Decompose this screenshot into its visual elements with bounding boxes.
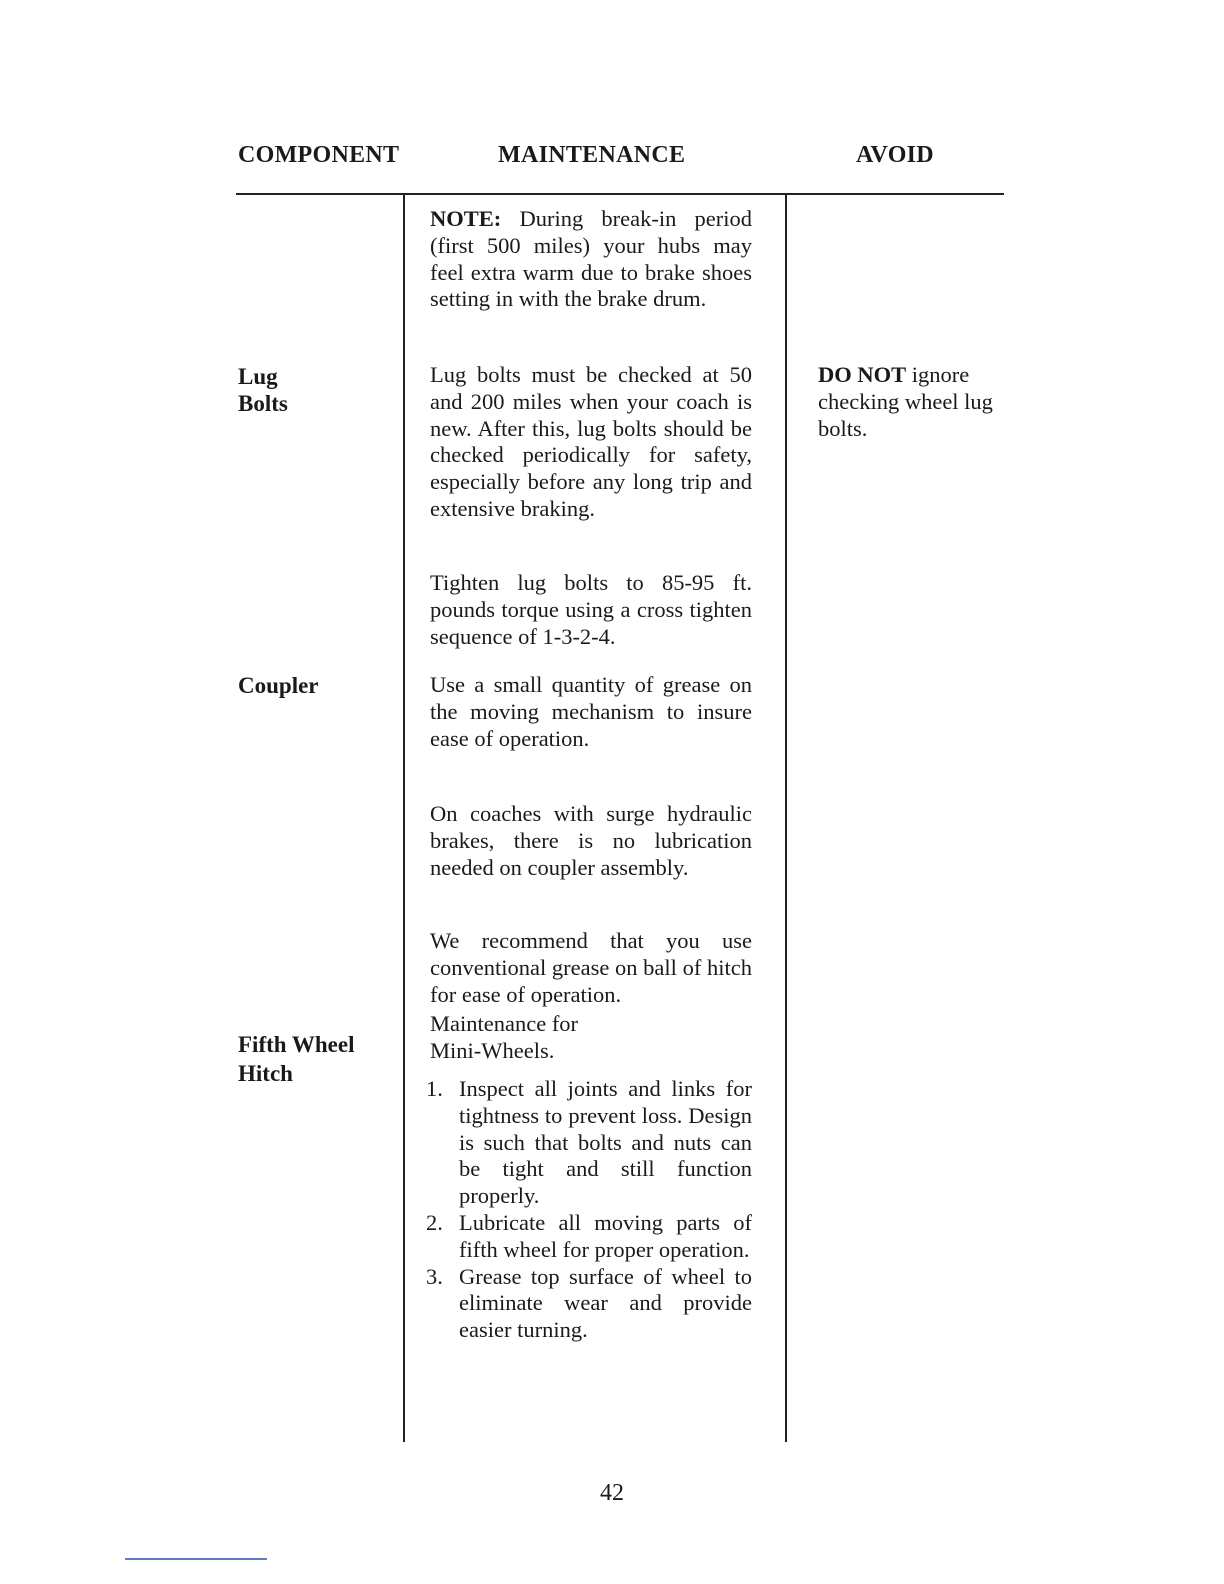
list-item (426, 1263, 752, 1344)
step-text: Inspect all joints and links for tightness to prevent loss. Design is such that bolts and nuts can be tight and still function properly. (459, 1076, 752, 1209)
component-fifth-wheel-hitch: Fifth Wheel Hitch (238, 1032, 355, 1086)
coupler-maintenance-2: On coaches with surge hydraulic brakes, there is no lubrication needed on coupler assembly. (430, 801, 752, 880)
component-coupler: Coupler (238, 673, 319, 698)
step-number: 3. (426, 1263, 443, 1289)
coupler-maintenance-1: Use a small quantity of grease on the moving mechanism to insure ease of operation. (430, 672, 752, 751)
fifth-wheel-intro-line1: Maintenance for (430, 1011, 579, 1036)
header-avoid: AVOID (856, 142, 934, 168)
avoid-text: ignore checking wheel lug bolts. (818, 362, 993, 441)
lug-bolts-avoid (818, 362, 998, 442)
header-component: COMPONENT (238, 142, 400, 168)
lug-bolts-maintenance-2: Tighten lug bolts to 85-95 ft. pounds torque using a cross tighten sequence of 1-3-2-4. (430, 570, 752, 649)
list-item (426, 1209, 752, 1264)
page-number: 42 (600, 1480, 624, 1506)
header-rule (236, 193, 1004, 195)
header-maintenance: MAINTENANCE (498, 142, 686, 168)
fifth-wheel-steps (426, 1076, 752, 1344)
column-divider-left (403, 195, 405, 1442)
fifth-wheel-intro-line2: Mini-Wheels. (430, 1037, 555, 1063)
footer-rule (125, 1558, 267, 1560)
note-text: During break-in period (first 500 miles) your hubs may feel extra warm due to brake shoes setting in with the brake drum. (430, 206, 752, 312)
component-lug-bolts: Lug Bolts (238, 364, 288, 416)
avoid-bold: DO NOT (818, 362, 907, 387)
step-text: Lubricate all moving parts of fifth wheel for proper operation. (459, 1209, 752, 1262)
list-item (426, 1076, 752, 1210)
note-label: NOTE: (430, 206, 502, 231)
column-divider-right (785, 195, 787, 1442)
coupler-maintenance-3: We recommend that you use conventional grease on ball of hitch for ease of operation. (430, 928, 752, 1007)
step-text: Grease top surface of wheel to eliminate wear and provide easier turning. (459, 1263, 752, 1343)
fifth-wheel-intro (430, 1011, 752, 1065)
step-number: 2. (426, 1209, 443, 1235)
step-number: 1. (426, 1076, 443, 1101)
note-paragraph (430, 206, 752, 313)
lug-bolts-maintenance-1: Lug bolts must be checked at 50 and 200 miles when your coach is new. After this, lug bolts should be checked periodically for safety, especially before any long trip and extensive braking. (430, 362, 752, 521)
